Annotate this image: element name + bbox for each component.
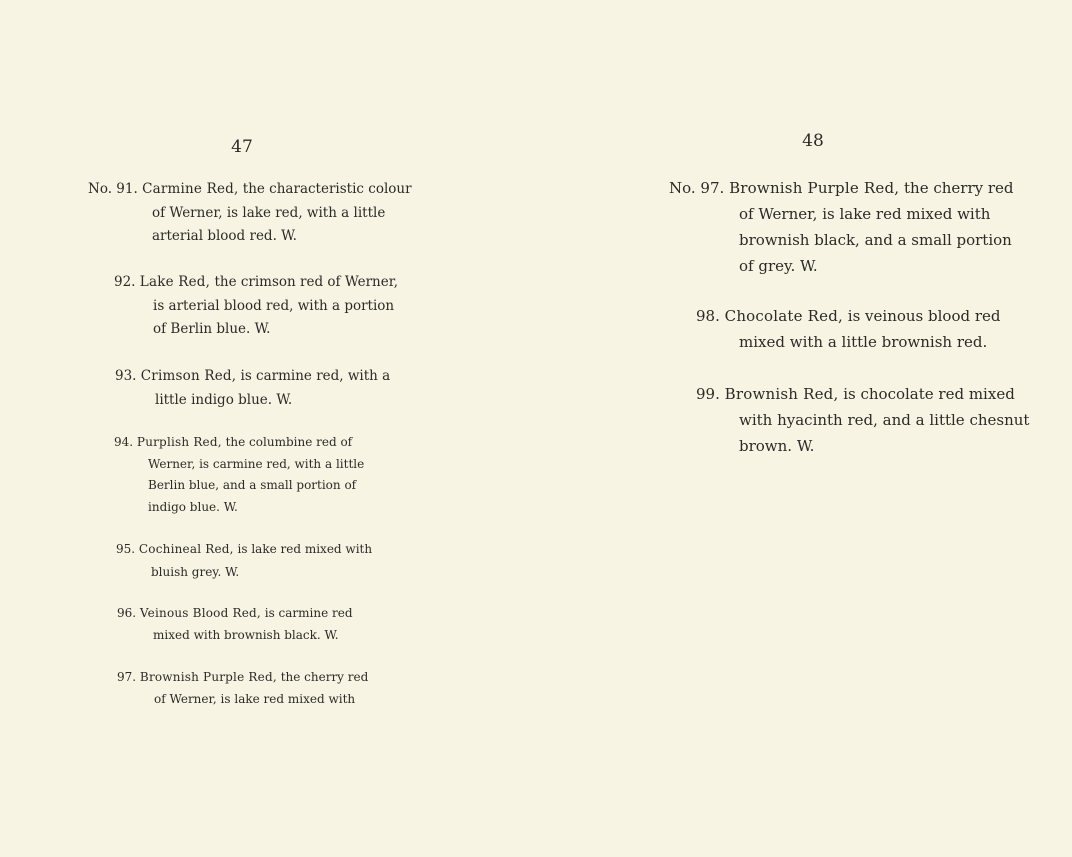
- entry-92: [114, 271, 398, 342]
- entry-text: arterial blood red. W.: [152, 228, 297, 244]
- entry-text: indigo blue. W.: [148, 499, 238, 514]
- colour-name: Crimson Red,: [140, 368, 237, 384]
- entry-text: Berlin blue, and a small portion of: [148, 478, 357, 492]
- entry-text: little indigo blue. W.: [155, 391, 293, 408]
- entry-first-line: [114, 271, 398, 295]
- entry-number: 99.: [696, 385, 720, 403]
- entry-number: 95.: [116, 542, 136, 556]
- page-number: 48: [802, 131, 824, 151]
- entry-first-line: [115, 365, 391, 389]
- entry-first-line: [117, 666, 369, 688]
- colour-name: Carmine Red,: [142, 181, 239, 197]
- right-page: [536, 0, 1072, 857]
- entry-first-line: [117, 602, 360, 624]
- entry-text: brownish black, and a small portion: [739, 231, 1012, 249]
- entry-text: of grey. W.: [739, 257, 818, 275]
- entry-number: 93.: [115, 368, 137, 384]
- entry-number: 98.: [696, 307, 720, 325]
- entry-number: 92.: [114, 274, 136, 290]
- entry-93: [115, 365, 391, 412]
- entry-91: [88, 178, 412, 249]
- entry-text: is carmine red: [264, 606, 353, 620]
- entry-number: 96.: [117, 606, 137, 620]
- colour-name: Purplish Red,: [136, 435, 222, 449]
- entry-94: [114, 432, 365, 518]
- entry-text: of Werner, is lake red mixed with: [739, 205, 991, 223]
- entry-number: No. 91.: [88, 181, 138, 197]
- entry-text: of Berlin blue. W.: [153, 321, 271, 337]
- entry-text: of Werner, is lake red mixed with: [154, 692, 356, 706]
- entry-number: 97.: [117, 670, 137, 684]
- entry-first-line: [88, 178, 412, 202]
- entry-99: [696, 381, 1030, 459]
- entry-text: the characteristic colour: [242, 181, 412, 197]
- entry-text: the columbine red of: [225, 435, 353, 449]
- colour-name: Brownish Purple Red,: [139, 670, 277, 684]
- entry-number: No. 97.: [669, 179, 725, 197]
- entry-first-line: [696, 303, 1001, 329]
- entry-first-line: [696, 381, 1015, 407]
- page-number: 47: [231, 137, 253, 157]
- entry-97: [669, 175, 1014, 279]
- colour-name: Lake Red,: [139, 274, 211, 290]
- entry-text: is veinous blood red: [847, 307, 1001, 325]
- entry-first-line: [669, 175, 1014, 201]
- entry-97-start: [117, 666, 369, 710]
- entry-text: brown. W.: [739, 437, 815, 455]
- entry-text: is arterial blood red, with a portion: [153, 297, 395, 314]
- entry-95: [116, 538, 373, 584]
- entry-text: is lake red mixed with: [237, 542, 373, 556]
- colour-name: Cochineal Red,: [138, 542, 234, 556]
- entry-text: is chocolate red mixed: [843, 385, 1015, 403]
- entry-text: mixed with brownish black. W.: [153, 628, 339, 642]
- entry-text: of Werner, is lake red, with a little: [152, 204, 386, 221]
- entry-text: with hyacinth red, and a little chesnut: [739, 411, 1030, 429]
- entry-text: is carmine red, with a: [240, 368, 391, 384]
- entry-text: Werner, is carmine red, with a little: [148, 456, 365, 471]
- entry-text: the cherry red: [280, 670, 369, 684]
- entry-98: [696, 303, 1001, 355]
- entry-first-line: [114, 432, 357, 454]
- entry-text: the cherry red: [904, 179, 1014, 197]
- entry-number: 94.: [114, 435, 134, 449]
- entry-first-line: [116, 538, 373, 561]
- colour-name: Brownish Purple Red,: [729, 179, 900, 197]
- entry-text: bluish grey. W.: [151, 565, 240, 579]
- colour-name: Brownish Red,: [724, 385, 839, 403]
- colour-name: Veinous Blood Red,: [139, 606, 261, 620]
- entry-text: the crimson red of Werner,: [214, 274, 398, 290]
- colour-name: Chocolate Red,: [724, 307, 843, 325]
- entry-96: [117, 602, 360, 646]
- entry-text: mixed with a little brownish red.: [739, 333, 988, 351]
